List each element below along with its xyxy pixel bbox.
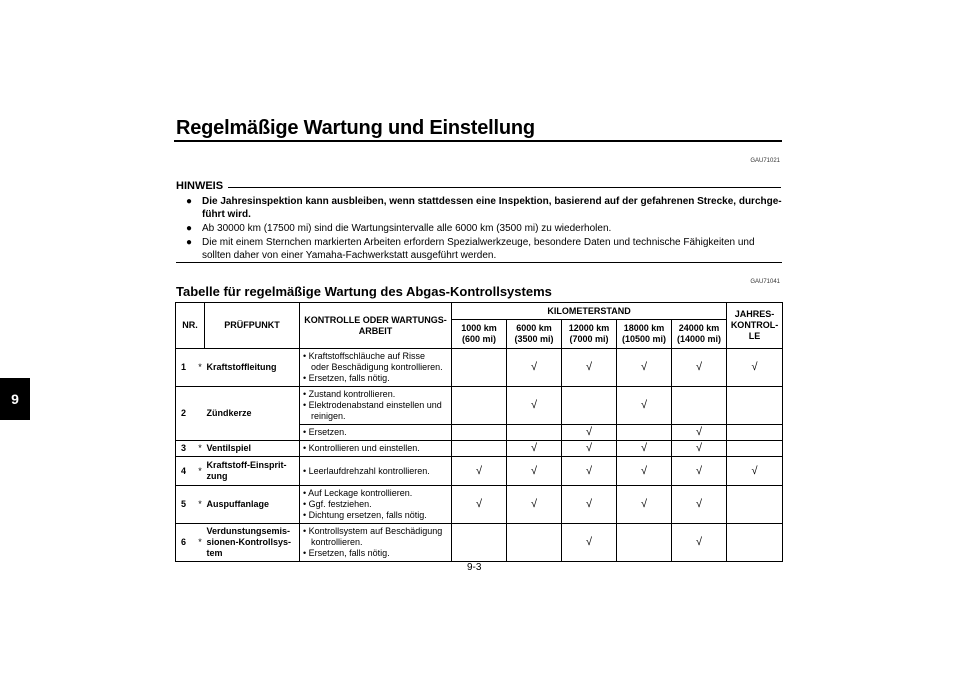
table-row (176, 486, 783, 524)
note-item (186, 195, 782, 221)
row-item: Auspuffanlage (205, 486, 300, 524)
header-km-18000: 18000 km (10500 mi) (617, 320, 672, 349)
check-cell: √ (672, 425, 727, 441)
check-cell: √ (562, 425, 617, 441)
check-cell (727, 486, 783, 524)
check-cell: √ (507, 441, 562, 457)
row-number: 2 (176, 387, 196, 441)
row-number: 1 (176, 349, 196, 387)
row-work: • Kontrollsystem auf Beschädigung kontrollieren. • Ersetzen, falls nötig. (300, 524, 452, 562)
check-cell (452, 441, 507, 457)
row-star: * (196, 524, 205, 562)
row-star: * (196, 349, 205, 387)
row-star: * (196, 457, 205, 486)
note-item (186, 222, 782, 235)
note-text: Ab 30000 km (17500 mi) sind die Wartungsintervalle alle 6000 km (3500 mi) zu wiederholen. (202, 223, 612, 234)
row-star (196, 387, 205, 441)
header-work: KONTROLLE ODER WARTUNGS-ARBEIT (300, 303, 452, 349)
check-cell: √ (672, 349, 727, 387)
hinweis-notes (186, 195, 782, 263)
check-cell: √ (562, 441, 617, 457)
title-rule (174, 140, 782, 142)
check-cell: √ (452, 486, 507, 524)
check-cell (562, 387, 617, 425)
check-cell: √ (617, 486, 672, 524)
check-cell (507, 524, 562, 562)
check-cell: √ (727, 349, 783, 387)
header-kilometerstand: KILOMETERSTAND (452, 303, 727, 320)
page-title: Regelmäßige Wartung und Einstellung (176, 117, 535, 139)
table-row (176, 387, 783, 425)
header-nr: NR. (176, 303, 205, 349)
row-work: • Kontrollieren und einstellen. (300, 441, 452, 457)
check-cell: √ (452, 457, 507, 486)
note-item (186, 236, 782, 262)
table-row (176, 457, 783, 486)
row-work: • Zustand kontrollieren. • Elektrodenabstand einstellen und reinigen. (300, 387, 452, 425)
row-item: Verdunstungsemis-sionen-Kontrollsys-tem (205, 524, 300, 562)
check-cell (727, 441, 783, 457)
hinweis-rule (228, 187, 781, 188)
check-cell (617, 524, 672, 562)
row-work: • Ersetzen. (300, 425, 452, 441)
row-work: • Auf Leckage kontrollieren. • Ggf. festziehen. • Dichtung ersetzen, falls nötig. (300, 486, 452, 524)
row-number: 4 (176, 457, 196, 486)
row-number: 3 (176, 441, 196, 457)
check-cell: √ (562, 486, 617, 524)
check-cell (672, 387, 727, 425)
note-text: Die Jahresinspektion kann ausbleiben, wenn stattdessen eine Inspektion, basierend auf der gefahrenen Strecke, durchge-führt wird. (202, 196, 782, 220)
maintenance-table (175, 302, 783, 562)
check-cell: √ (617, 457, 672, 486)
reference-code: GAU71021 (750, 158, 780, 164)
check-cell: √ (507, 486, 562, 524)
check-cell: √ (617, 441, 672, 457)
check-cell: √ (617, 387, 672, 425)
hinweis-label: HINWEIS (176, 180, 224, 192)
check-cell (452, 524, 507, 562)
notes-rule (176, 262, 782, 263)
check-cell (727, 524, 783, 562)
row-item: Zündkerze (205, 387, 300, 441)
check-cell (507, 425, 562, 441)
check-cell (617, 425, 672, 441)
check-cell (727, 425, 783, 441)
check-cell: √ (562, 349, 617, 387)
row-star: * (196, 441, 205, 457)
row-item: Kraftstoff-Einsprit-zung (205, 457, 300, 486)
check-cell: √ (672, 457, 727, 486)
check-cell: √ (562, 524, 617, 562)
check-cell: √ (562, 457, 617, 486)
row-star: * (196, 486, 205, 524)
check-cell: √ (507, 349, 562, 387)
bullet-icon: ● (186, 237, 193, 248)
section-title: Tabelle für regelmäßige Wartung des Abgas-Kontrollsystems (176, 284, 552, 299)
header-annual: JAHRES-KONTROL-LE (727, 303, 783, 349)
row-number: 6 (176, 524, 196, 562)
table-row (176, 349, 783, 387)
check-cell: √ (672, 524, 727, 562)
check-cell (452, 425, 507, 441)
bullet-icon: ● (186, 196, 193, 207)
page-number: 9-3 (467, 562, 482, 573)
row-item: Ventilspiel (205, 441, 300, 457)
check-cell: √ (672, 441, 727, 457)
table-row (176, 441, 783, 457)
row-work: • Kraftstoffschläuche auf Risse oder Beschädigung kontrollieren. • Ersetzen, falls nötig. (300, 349, 452, 387)
check-cell: √ (507, 387, 562, 425)
check-cell: √ (507, 457, 562, 486)
check-cell: √ (727, 457, 783, 486)
check-cell: √ (617, 349, 672, 387)
check-cell (452, 349, 507, 387)
note-text: Die mit einem Sternchen markierten Arbeiten erfordern Spezialwerkzeuge, besondere Daten und technische Fähigkeiten und sollten daher von einer Yamaha-Fachwerkstatt ausgeführt werden. (202, 237, 755, 261)
header-km-1000: 1000 km (600 mi) (452, 320, 507, 349)
chapter-tab[interactable]: 9 (0, 378, 30, 420)
table-row (176, 524, 783, 562)
header-km-6000: 6000 km (3500 mi) (507, 320, 562, 349)
header-item: PRÜFPUNKT (205, 303, 300, 349)
check-cell (452, 387, 507, 425)
header-km-24000: 24000 km (14000 mi) (672, 320, 727, 349)
row-number: 5 (176, 486, 196, 524)
header-km-12000: 12000 km (7000 mi) (562, 320, 617, 349)
bullet-icon: ● (186, 223, 193, 234)
row-item: Kraftstoffleitung (205, 349, 300, 387)
check-cell (727, 387, 783, 425)
row-work: • Leerlaufdrehzahl kontrollieren. (300, 457, 452, 486)
check-cell: √ (672, 486, 727, 524)
reference-code: GAU71041 (750, 279, 780, 285)
